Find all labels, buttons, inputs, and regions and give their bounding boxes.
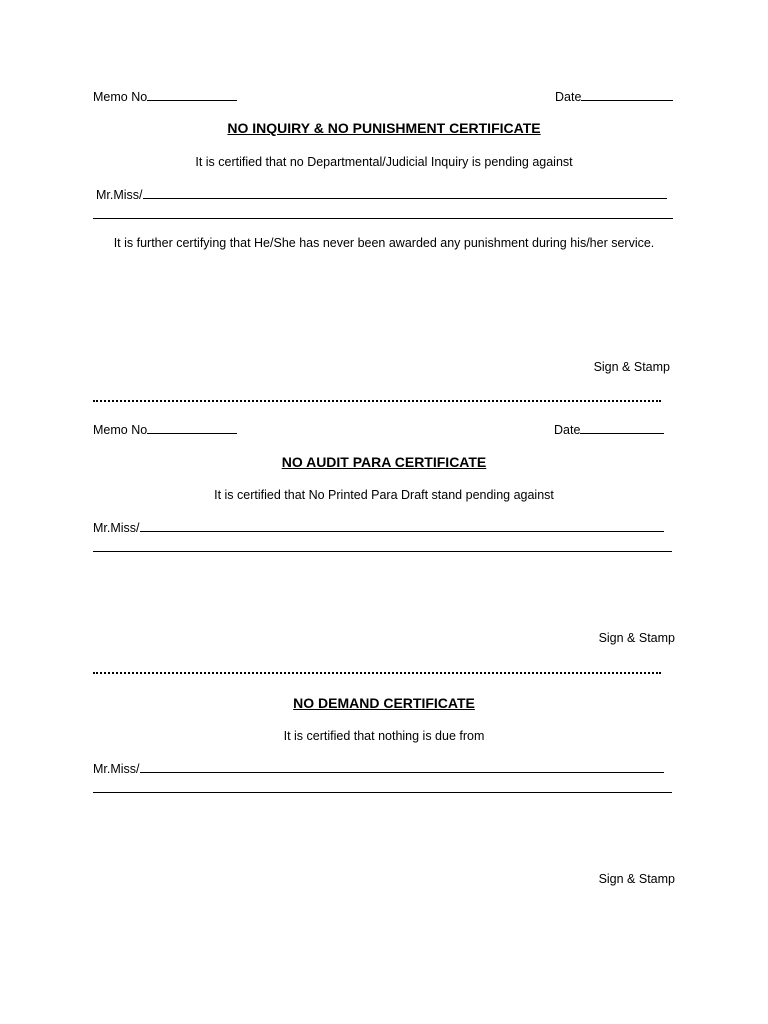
certificate-title-no-demand: NO DEMAND CERTIFICATE <box>293 695 475 711</box>
date-row-2 <box>554 423 664 437</box>
sign-stamp-2: Sign & Stamp <box>598 631 675 645</box>
name-label: Mr.Miss/ <box>96 188 143 202</box>
name-row-3 <box>93 762 664 776</box>
date-row-1 <box>555 90 673 104</box>
dotted-separator-1 <box>93 400 661 402</box>
name-label: Mr.Miss/ <box>93 521 140 535</box>
memo-no-blank <box>147 90 237 101</box>
name-continuation-line-2 <box>93 551 672 552</box>
date-label: Date <box>554 423 581 437</box>
memo-no-row-2 <box>93 423 237 437</box>
certification-statement-2: It is certified that No Printed Para Draft stand pending against <box>214 488 554 502</box>
memo-no-row-1 <box>93 90 237 104</box>
memo-no-label: Memo No <box>93 90 148 104</box>
name-blank <box>140 762 664 773</box>
certificate-title-no-inquiry: NO INQUIRY & NO PUNISHMENT CERTIFICATE <box>227 120 541 136</box>
date-blank <box>581 90 673 101</box>
name-continuation-line-3 <box>93 792 672 793</box>
sign-stamp-3: Sign & Stamp <box>598 872 675 886</box>
certification-statement-1: It is certified that no Departmental/Judicial Inquiry is pending against <box>195 155 573 169</box>
name-continuation-line-1 <box>93 218 673 219</box>
date-label: Date <box>555 90 582 104</box>
name-label: Mr.Miss/ <box>93 762 140 776</box>
certificate-title-no-audit-para: NO AUDIT PARA CERTIFICATE <box>281 454 487 470</box>
memo-no-label: Memo No <box>93 423 148 437</box>
name-row-1 <box>96 188 667 202</box>
name-blank <box>140 521 664 532</box>
date-blank <box>580 423 664 434</box>
sign-stamp-1: Sign & Stamp <box>593 360 670 374</box>
name-blank <box>143 188 667 199</box>
name-row-2 <box>93 521 664 535</box>
punishment-statement: It is further certifying that He/She has never been awarded any punishment during his/her service. <box>113 236 655 250</box>
memo-no-blank <box>147 423 237 434</box>
dotted-separator-2 <box>93 672 661 674</box>
certification-statement-3: It is certified that nothing is due from <box>283 729 485 743</box>
